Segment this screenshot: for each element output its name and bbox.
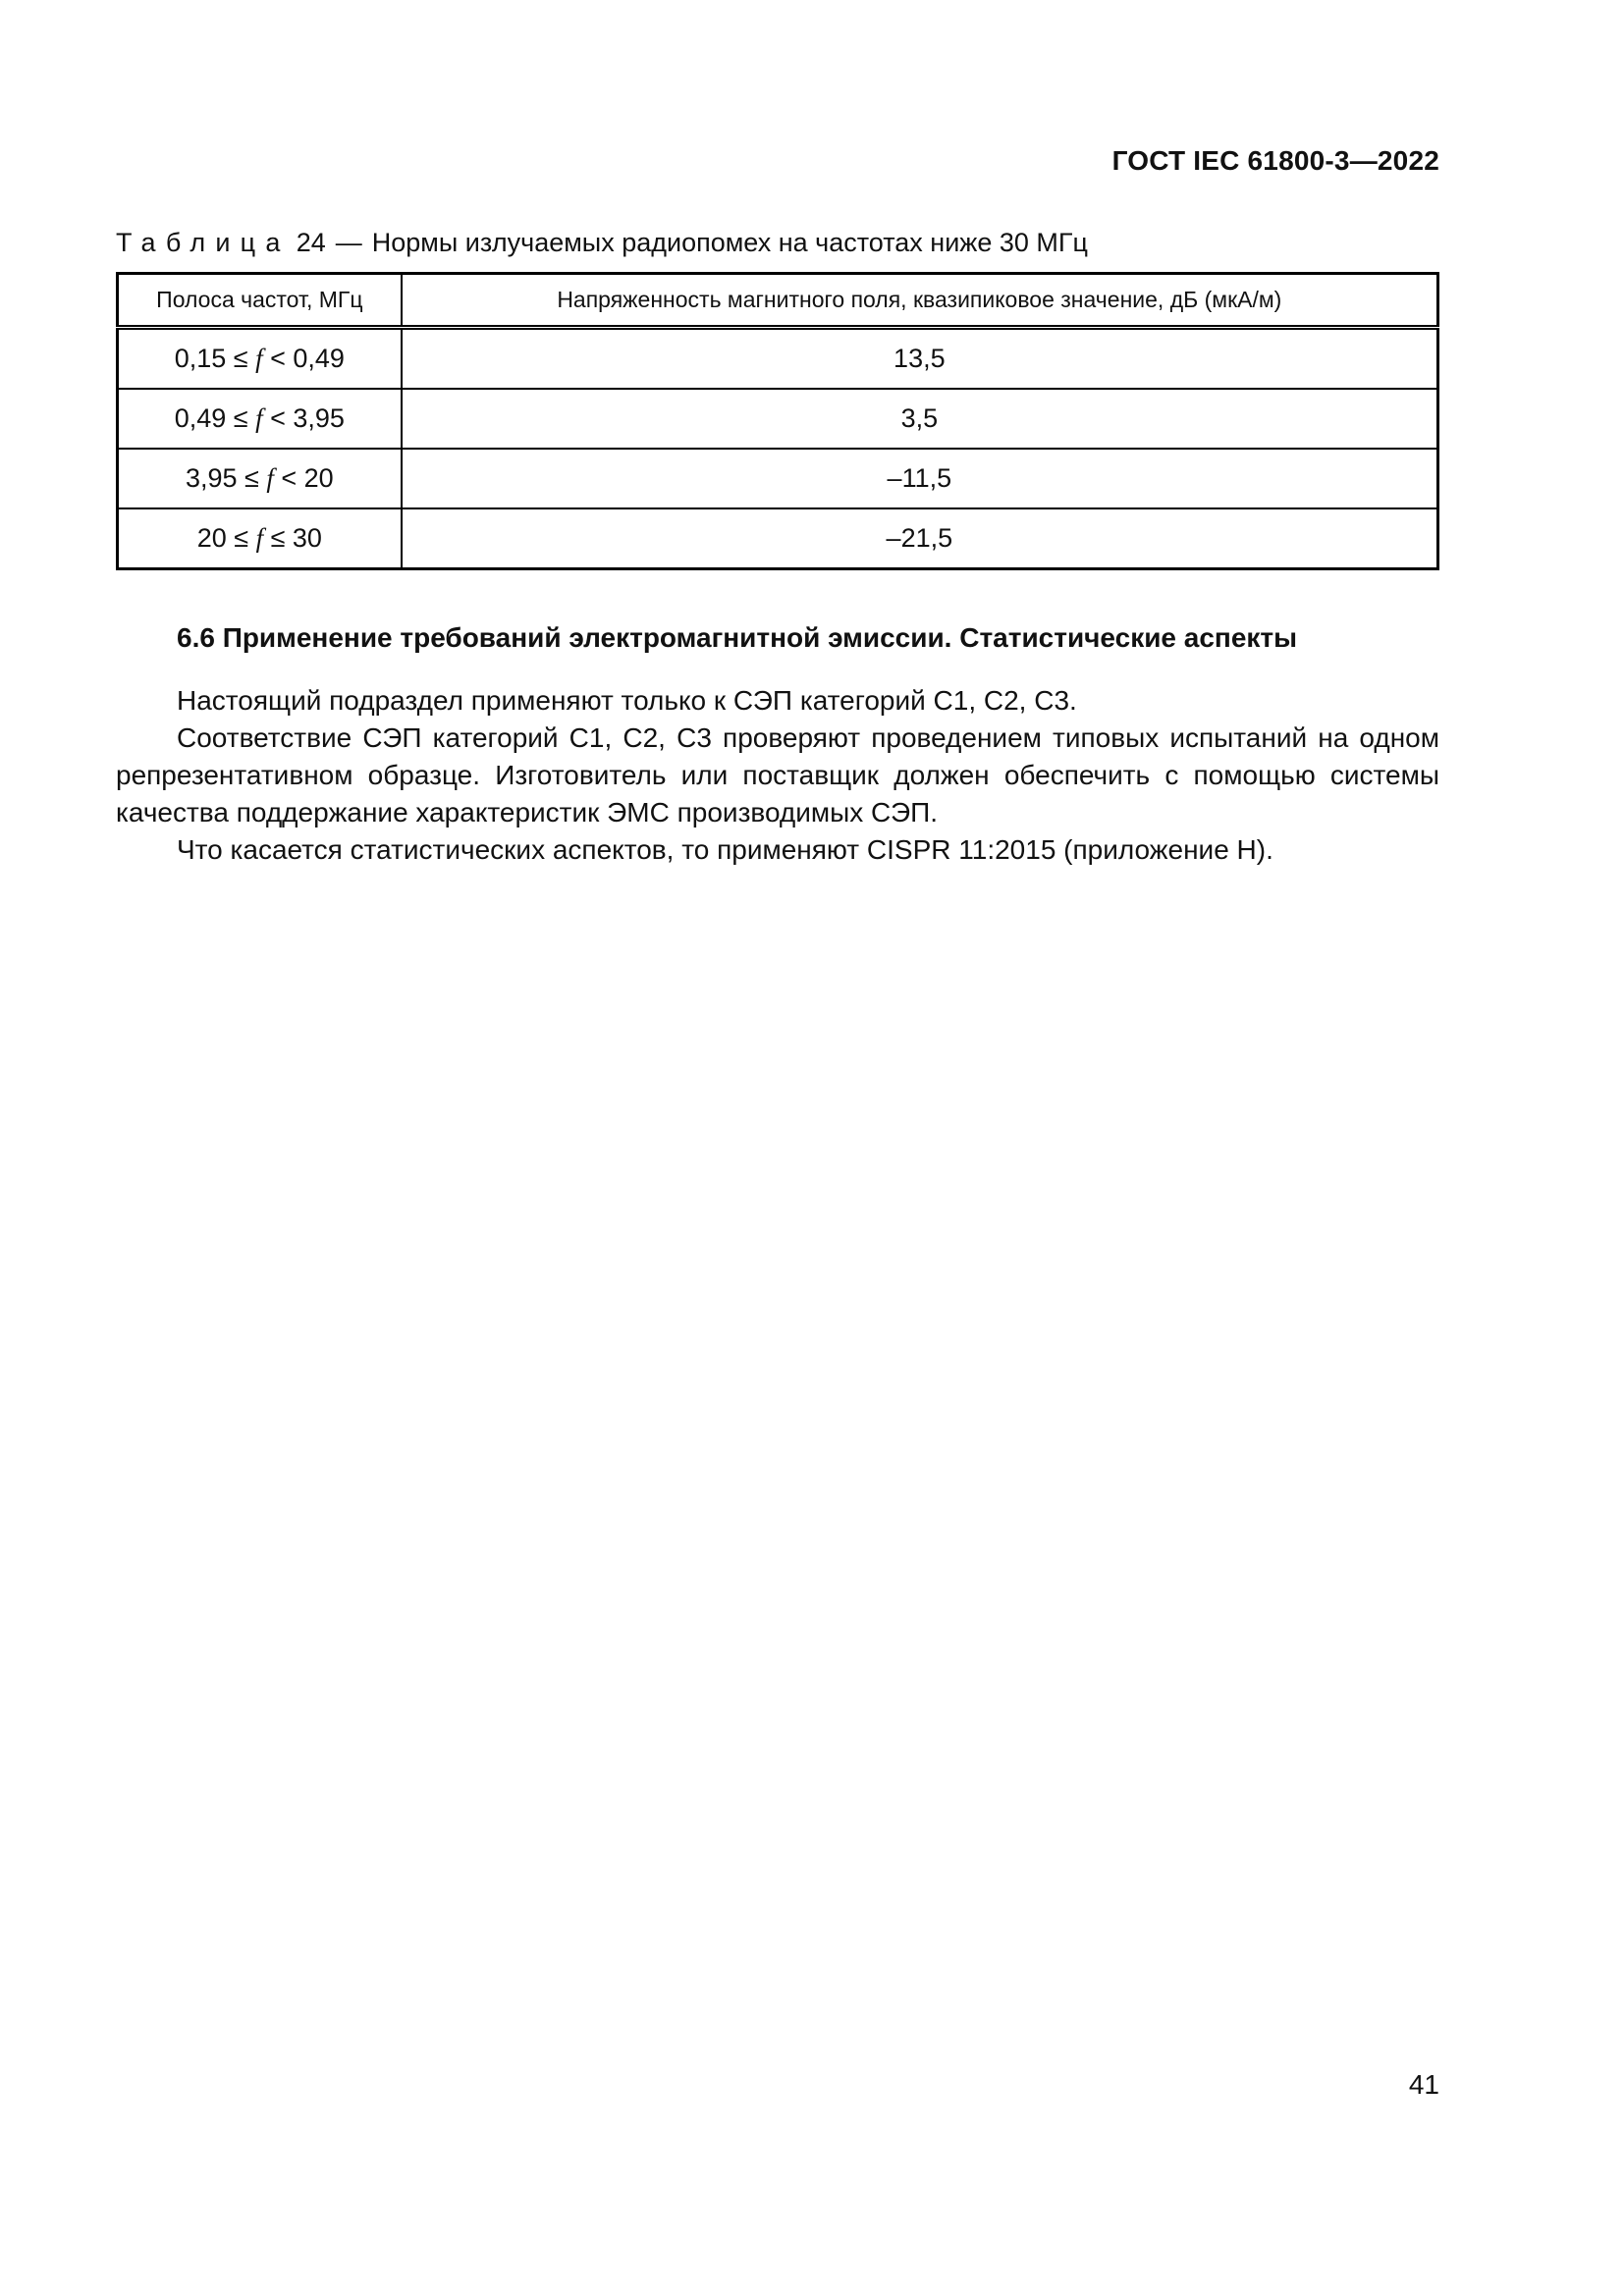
band-suffix: < 0,49 bbox=[262, 344, 345, 373]
page-content bbox=[116, 145, 1439, 869]
band-suffix: < 3,95 bbox=[262, 403, 345, 433]
table-caption-number: 24 bbox=[296, 228, 326, 257]
frequency-variable: f bbox=[255, 344, 263, 373]
table-header-row bbox=[118, 274, 1438, 328]
band-prefix: 3,95 ≤ bbox=[185, 463, 267, 493]
table-row bbox=[118, 449, 1438, 508]
band-prefix: 0,49 ≤ bbox=[174, 403, 256, 433]
column-header-band: Полоса частот, МГц bbox=[118, 274, 402, 328]
frequency-variable: f bbox=[266, 463, 274, 493]
table-caption-title: Нормы излучаемых радиопомех на частотах ниже 30 МГц bbox=[371, 228, 1088, 257]
field-strength-cell: 3,5 bbox=[402, 389, 1438, 449]
column-header-value: Напряженность магнитного поля, квазипиковое значение, дБ (мкА/м) bbox=[402, 274, 1438, 328]
table-caption bbox=[116, 228, 1439, 258]
frequency-variable: f bbox=[255, 403, 263, 433]
paragraph: Настоящий подраздел применяют только к СЭП категорий C1, C2, C3. bbox=[177, 685, 1077, 716]
table-row bbox=[118, 508, 1438, 569]
frequency-variable: f bbox=[255, 523, 264, 553]
page-number: 41 bbox=[1408, 2069, 1439, 2100]
paragraph: Что касается статистических аспектов, то применяют CISPR 11:2015 (приложение H). bbox=[177, 834, 1273, 865]
frequency-band-cell bbox=[118, 328, 402, 390]
emission-limits-table bbox=[116, 272, 1439, 570]
frequency-band-cell bbox=[118, 508, 402, 569]
table-row bbox=[118, 328, 1438, 390]
field-strength-cell: 13,5 bbox=[402, 328, 1438, 390]
frequency-band-cell bbox=[118, 449, 402, 508]
paragraph: Соответствие СЭП категорий C1, C2, C3 проверяют проведением типовых испытаний на одном репрезентативном образце. Изготовитель или поставщик должен обеспечить с помощью системы качества поддержание характеристик ЭМС производимых СЭП. bbox=[116, 722, 1439, 828]
section-heading-6-6: 6.6 Применение требований электромагнитной эмиссии. Статистические аспекты bbox=[177, 622, 1298, 653]
field-strength-cell: –21,5 bbox=[402, 508, 1438, 569]
frequency-band-cell bbox=[118, 389, 402, 449]
band-suffix: ≤ 30 bbox=[263, 523, 322, 553]
band-prefix: 0,15 ≤ bbox=[174, 344, 256, 373]
band-suffix: < 20 bbox=[273, 463, 334, 493]
document-header: ГОСТ IEC 61800-3—2022 bbox=[1111, 145, 1439, 176]
field-strength-cell: –11,5 bbox=[402, 449, 1438, 508]
table-row bbox=[118, 389, 1438, 449]
section-body bbox=[116, 682, 1439, 869]
band-prefix: 20 ≤ bbox=[196, 523, 256, 553]
table-caption-label: Таблица bbox=[116, 228, 291, 257]
table-caption-dash: — bbox=[335, 228, 362, 257]
